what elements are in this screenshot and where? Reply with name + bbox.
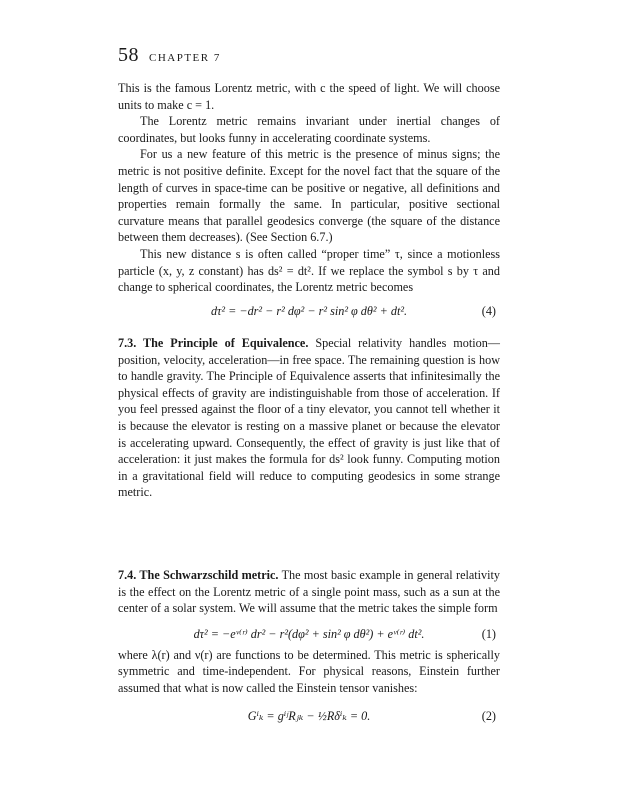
equation-2	[118, 703, 500, 729]
equation-4-number: (4)	[481, 303, 496, 318]
equation-1-body: dτ² = −eᵛ⁽ʳ⁾ dr² − r²(dφ² + sin² φ dθ²) + eᵛ⁽ʳ⁾ dt².	[193, 626, 425, 641]
section-7-4	[118, 567, 500, 729]
equation-2-body: Gⁱₖ = gⁱʲRⱼₖ − ½Rδⁱₖ = 0.	[247, 708, 371, 723]
section-7-4-title: 7.4. The Schwarzschild metric.	[118, 568, 279, 582]
section-7-3	[118, 335, 500, 501]
section-7-4-text: The most basic example in general relativity is the effect on the Lorentz metric of a single point mass, such as a sun at the center of a solar system. We will assume that the metric takes the simple form	[118, 568, 501, 616]
section-7-4-paragraph	[118, 567, 500, 617]
equation-1	[118, 621, 500, 647]
equation-1-number: (1)	[481, 626, 496, 641]
running-header	[118, 44, 221, 67]
section-7-3-title: 7.3. The Principle of Equivalence.	[118, 336, 309, 350]
chapter-heading: CHAPTER 7	[149, 52, 221, 64]
page-number: 58	[118, 44, 139, 66]
equation-4-body: dτ² = −dr² − r² dφ² − r² sin² φ dθ² + dt².	[210, 303, 408, 318]
equation-4	[118, 298, 500, 324]
section-7-3-paragraph	[118, 335, 500, 501]
paragraph-minus-signs: For us a new feature of this metric is the presence of minus signs; the metric is not positive definite. Except for the novel fact that the square of the length of curves in space-time can be positive or negative, all definitions and properties remain formally the same. In particular, positive sectional curvature means that parallel geodesics converge (the square of the distance between them decreases). (See Section 6.7.)	[118, 147, 500, 245]
intro-block	[118, 80, 500, 324]
section-7-3-text: Special relativity handles motion—position, velocity, acceleration—in free space. The remaining question is how to handle gravity. The Principle of Equivalence asserts that infinitesimally the physical effects of gravity are indistinguishable from those of acceleration. If you feel pressed against the floor of a tiny elevator, you cannot tell whether it is because the elevator is resting on a massive planet or because the elevator is accelerating upward. Consequently, the effect of gravity is just like that of acceleration: it just makes the formula for ds² look funny. Computing motion in a gravitational field will reduce to computing geodesics in some strange metric.	[118, 336, 500, 500]
paragraph-invariance: The Lorentz metric remains invariant under inertial changes of coordinates, but looks funny in accelerating coordinate systems.	[118, 114, 500, 145]
paragraph-lorentz-metric: This is the famous Lorentz metric, with c the speed of light. We will choose units to make c = 1.	[118, 81, 500, 112]
paragraph-proper-time: This new distance s is often called “proper time” τ, since a motionless particle (x, y, z constant) has ds² = dt². If we replace the symbol s by τ and change to spherical coordinates, the Lorentz metric becomes	[118, 246, 500, 295]
paragraph-functions: where λ(r) and ν(r) are functions to be determined. This metric is spherically symmetric and time-independent. For physical reasons, Einstein further assumed that what is now called the Einstein tensor vanishes:	[118, 647, 500, 695]
equation-2-number: (2)	[481, 708, 496, 723]
